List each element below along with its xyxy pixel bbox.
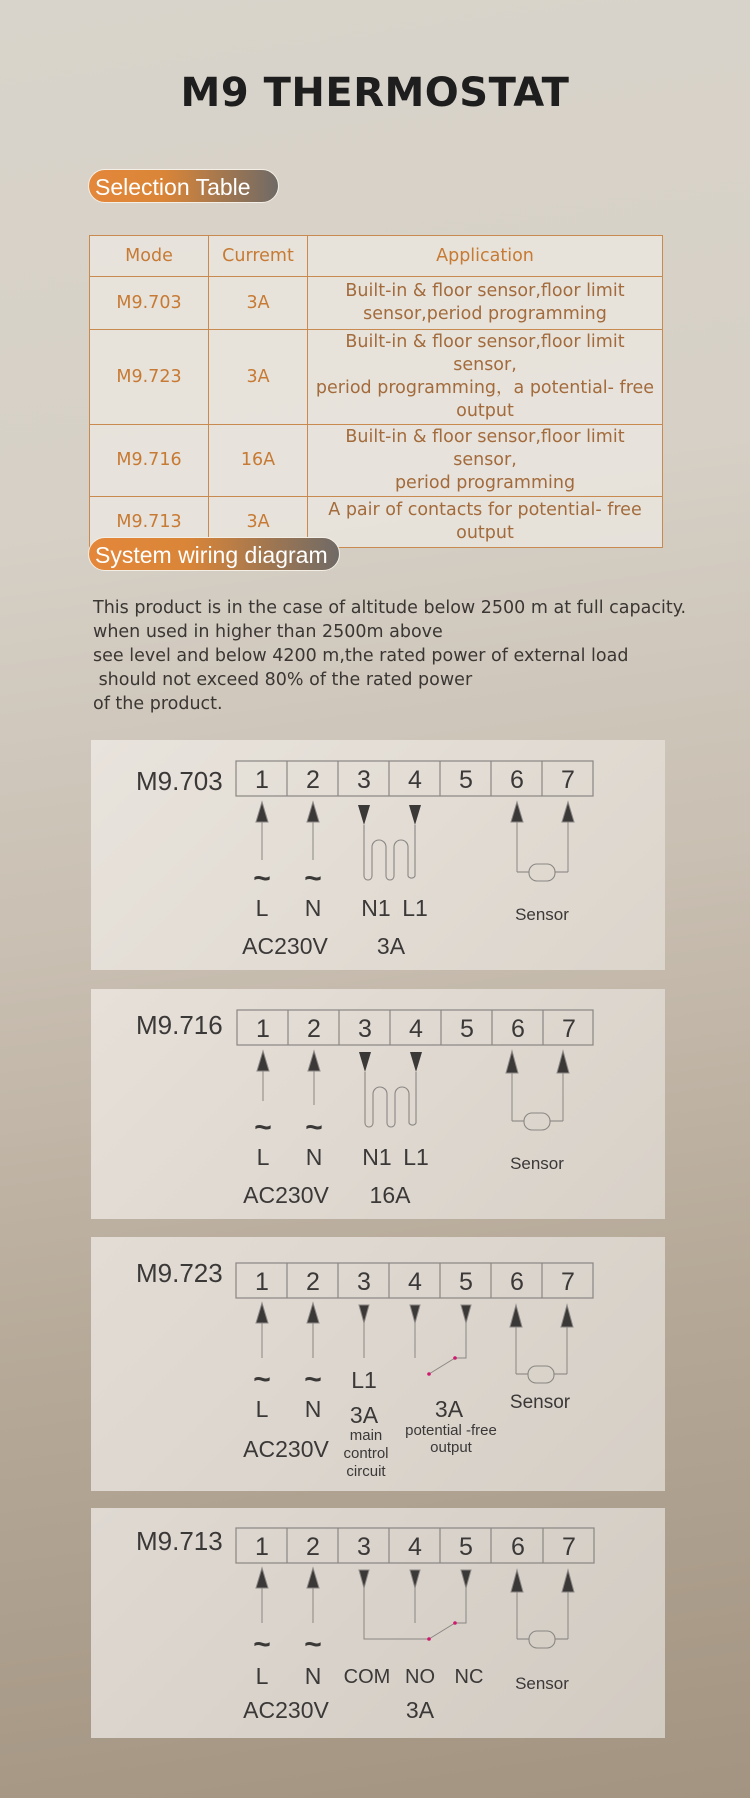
application-line: A pair of contacts for potential- free [328, 500, 642, 520]
ac-wave-icon: ~ [253, 1363, 271, 1396]
wiring-panel-m9-723 [91, 1237, 665, 1491]
label-l: L [256, 1144, 270, 1170]
ac-wave-icon: ~ [304, 862, 322, 895]
label-main-note: main [349, 1427, 383, 1444]
cell-current: 3A [209, 330, 308, 425]
ac-wave-icon: ~ [253, 1628, 271, 1661]
terminal-1: 1 [255, 1533, 269, 1561]
table-row [90, 277, 663, 330]
terminal-3: 3 [357, 766, 371, 794]
terminal-2: 2 [307, 1015, 321, 1043]
label-current-free: 3A [434, 1396, 464, 1422]
column-header-current: Curremt [209, 236, 308, 277]
cell-current: 16A [209, 425, 308, 497]
label-free-note: output [430, 1439, 472, 1456]
arrow-down-icon [358, 805, 421, 825]
arrow-down-icon [359, 1052, 422, 1072]
model-label: M9.703 [136, 766, 223, 796]
label-l1: L1 [351, 1367, 377, 1393]
application-line: output [456, 401, 514, 421]
terminal-1: 1 [255, 766, 269, 794]
label-nc: NC [454, 1666, 484, 1688]
cell-application [308, 277, 663, 330]
label-no: NO [405, 1666, 435, 1688]
model-label: M9.723 [136, 1258, 223, 1288]
terminal-5: 5 [459, 1268, 473, 1296]
terminal-6: 6 [510, 766, 524, 794]
column-header-application: Application [308, 236, 663, 277]
terminal-5: 5 [460, 1015, 474, 1043]
terminal-6: 6 [510, 1268, 524, 1296]
terminal-4: 4 [408, 1533, 422, 1561]
application-line: Built-in & floor sensor,floor limit sensor, [345, 427, 625, 470]
sensor-icon [516, 1366, 567, 1383]
application-line: Built-in & floor sensor,floor limit sensor, [345, 332, 625, 375]
model-label: M9.716 [136, 1010, 223, 1040]
terminal-5: 5 [459, 1533, 473, 1561]
terminal-3: 3 [357, 1268, 371, 1296]
terminal-7: 7 [562, 1015, 576, 1043]
label-sensor: Sensor [515, 1674, 569, 1693]
label-current: 3A [376, 933, 406, 959]
ac-wave-icon: ~ [254, 1111, 272, 1144]
label-n: N [304, 1396, 322, 1422]
label-sensor: Sensor [510, 1154, 564, 1173]
application-line: Built-in & floor sensor,floor limit [345, 281, 625, 301]
application-line: sensor,period programming [363, 304, 607, 324]
label-sensor: Sensor [515, 905, 569, 924]
heating-element-icon [364, 825, 415, 880]
notice-line: see level and below 4200 m,the rated power of external load [93, 646, 629, 666]
relay-switch-icon [427, 1356, 457, 1376]
ac-wave-icon: ~ [304, 1628, 322, 1661]
label-l: L [255, 895, 269, 921]
arrow-down-icon [359, 1305, 471, 1358]
ac-wave-icon: ~ [305, 1111, 323, 1144]
sensor-icon [512, 1113, 563, 1130]
application-line: output [456, 523, 514, 543]
heating-element-icon [365, 1072, 416, 1127]
wiring-panel-m9-713 [91, 1508, 665, 1738]
label-voltage: AC230V [242, 933, 328, 959]
label-current: 3A [405, 1697, 435, 1723]
sensor-icon [517, 1631, 568, 1648]
cell-mode: M9.703 [90, 277, 209, 330]
label-l: L [255, 1663, 269, 1689]
label-current: 16A [369, 1182, 411, 1208]
label-n1: N1 [362, 1144, 392, 1170]
terminal-1: 1 [255, 1268, 269, 1296]
relay-switch-icon [427, 1621, 457, 1641]
cell-mode: M9.723 [90, 330, 209, 425]
notice-line: of the product. [93, 694, 223, 714]
terminal-2: 2 [306, 1268, 320, 1296]
label-n1: N1 [361, 895, 391, 921]
altitude-notice [93, 596, 733, 716]
terminal-1: 1 [256, 1015, 270, 1043]
wiring-panel-m9-703 [91, 740, 665, 970]
label-sensor: Sensor [509, 1392, 571, 1413]
notice-line: when used in higher than 2500m above [93, 622, 443, 642]
terminal-4: 4 [408, 1268, 422, 1296]
cell-mode: M9.716 [90, 425, 209, 497]
label-n: N [304, 895, 322, 921]
selection-table [89, 235, 663, 548]
terminal-6: 6 [511, 1015, 525, 1043]
sensor-icon [517, 864, 568, 881]
cell-mode: M9.713 [90, 497, 209, 548]
terminal-6: 6 [511, 1533, 525, 1561]
label-l1: L1 [403, 1144, 429, 1170]
notice-line: This product is in the case of altitude below 2500 m at full capacity. [93, 598, 687, 618]
label-current-main: 3A [349, 1402, 379, 1428]
terminal-5: 5 [459, 766, 473, 794]
label-voltage: AC230V [243, 1436, 329, 1462]
column-header-mode: Mode [90, 236, 209, 277]
cell-current: 3A [209, 277, 308, 330]
cell-application [308, 425, 663, 497]
application-line: period programming [394, 473, 576, 493]
cell-application [308, 497, 663, 548]
model-label: M9.713 [136, 1526, 223, 1556]
terminal-7: 7 [561, 1268, 575, 1296]
label-voltage: AC230V [243, 1182, 329, 1208]
table-row [90, 425, 663, 497]
label-n: N [305, 1144, 323, 1170]
terminal-2: 2 [306, 766, 320, 794]
label-l1: L1 [402, 895, 428, 921]
terminal-2: 2 [306, 1533, 320, 1561]
label-main-note: control [343, 1445, 389, 1462]
application-line: period programming，a potential- free [315, 378, 655, 398]
terminal-3: 3 [357, 1533, 371, 1561]
wiring-panel-m9-716 [91, 989, 665, 1219]
label-voltage: AC230V [243, 1697, 329, 1723]
terminal-7: 7 [561, 766, 575, 794]
wiring-diagram-heading: System wiring diagram [88, 537, 340, 571]
label-l: L [255, 1396, 269, 1422]
terminal-4: 4 [408, 766, 422, 794]
table-row [90, 330, 663, 425]
ac-wave-icon: ~ [304, 1363, 322, 1396]
page-title: M9 THERMOSTAT [180, 70, 570, 116]
terminal-4: 4 [409, 1015, 423, 1043]
terminal-7: 7 [562, 1533, 576, 1561]
label-n: N [304, 1663, 322, 1689]
cell-current: 3A [209, 497, 308, 548]
ac-wave-icon: ~ [253, 862, 271, 895]
table-header-row [90, 236, 663, 277]
selection-table-heading: Selection Table [88, 169, 279, 203]
label-com: COM [343, 1666, 391, 1688]
terminal-3: 3 [358, 1015, 372, 1043]
arrow-down-icon [359, 1570, 471, 1639]
label-main-note: circuit [346, 1463, 386, 1480]
cell-application [308, 330, 663, 425]
label-free-note: potential -free [405, 1422, 497, 1439]
notice-line: should not exceed 80% of the rated power [93, 670, 473, 690]
